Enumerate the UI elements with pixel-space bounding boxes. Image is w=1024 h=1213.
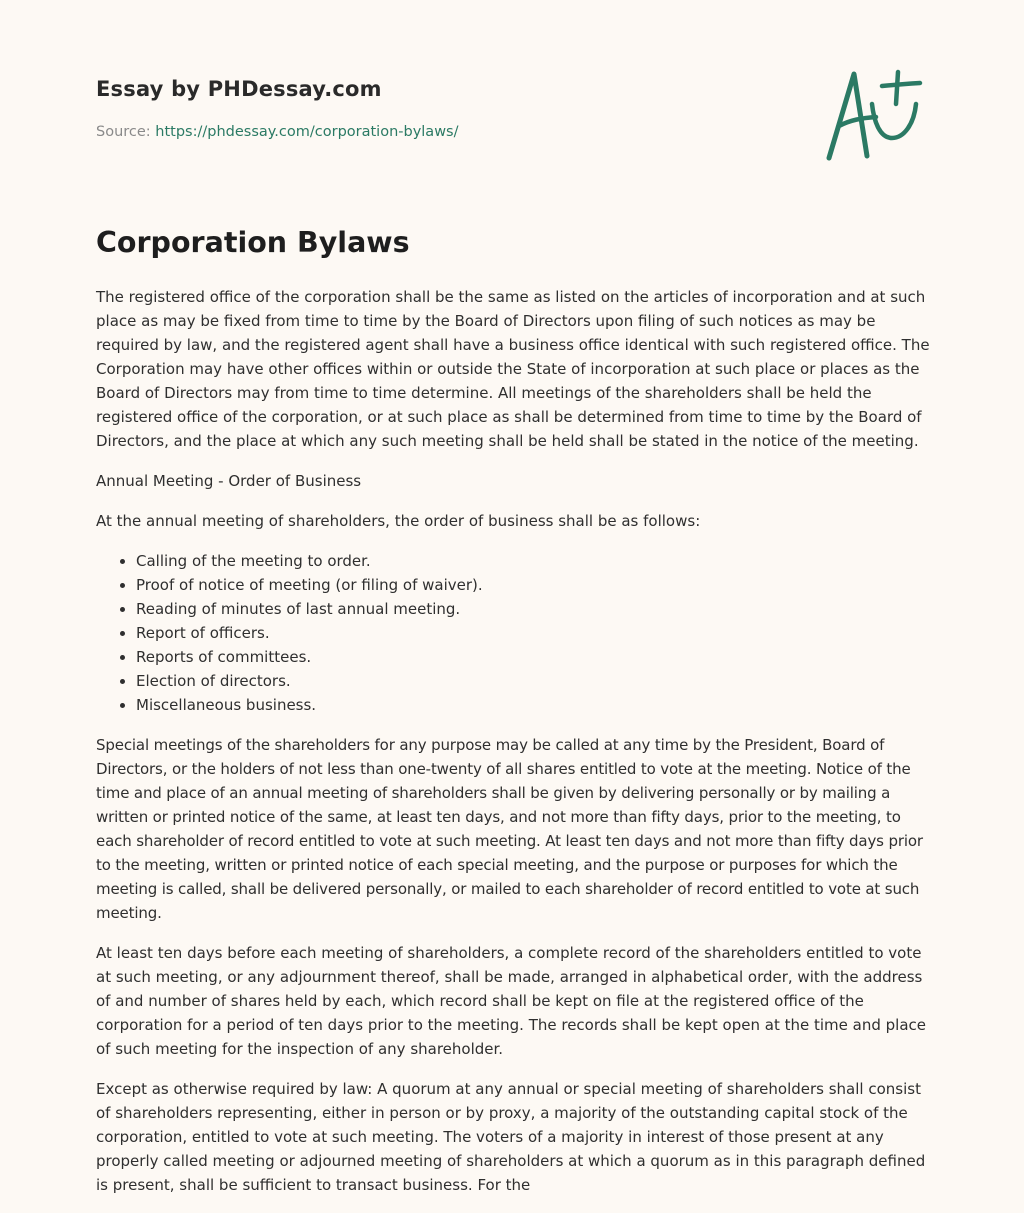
source-line	[96, 124, 459, 140]
paragraph-registered-office: The registered office of the corporation shall be the same as listed on the articles of incorporation and at such place as may be fixed from time to time by the Board of Directors upon filing of such notices as may be required by law, and the registered agent shall have a business office identical with such registered office. The Corporation may have other offices within or outside the State of incorporation at such place or places as the Board of Directors may from time to time determine. All meetings of the shareholders shall be held the registered office of the corporation, or at such place as shall be determined from time to time by the Board of Directors, and the place at which any such meeting shall be held shall be stated in the notice of the meeting.	[96, 288, 930, 450]
list-item: • Report of officers.	[136, 621, 932, 645]
order-of-business-list	[96, 549, 932, 717]
paragraph-order-intro: At the annual meeting of shareholders, the order of business shall be as follows:	[96, 512, 701, 530]
list-item: • Calling of the meeting to order.	[136, 549, 932, 573]
list-item: • Proof of notice of meeting (or filing of waiver).	[136, 573, 932, 597]
list-item: • Reading of minutes of last annual meeting.	[136, 597, 932, 621]
a-plus-logo-icon	[824, 68, 928, 164]
section-subheading: Annual Meeting - Order of Business	[96, 472, 362, 490]
source-link[interactable]: https://phdessay.com/corporation-bylaws/	[155, 124, 459, 140]
paragraph-special-meetings: Special meetings of the shareholders for any purpose may be called at any time by the President, Board of Directors, or the holders of not less than one-twenty of all shares entitled to vote at the meeting. Notice of the time and place of an annual meeting of shareholders shall be given by delivering personally or by mailing a written or printed notice of the same, at least ten days, and not more than fifty days, prior to the meeting, to each shareholder of record entitled to vote at such meeting. At least ten days and not more than fifty days prior to the meeting, written or printed notice of each special meeting, and the purpose or purposes for which the meeting is called, shall be delivered personally, or mailed to each shareholder of record entitled to vote at such meeting.	[96, 736, 923, 922]
essay-body	[96, 285, 932, 1213]
list-item: • Reports of committees.	[136, 645, 932, 669]
list-item: • Election of directors.	[136, 669, 932, 693]
source-label: Source:	[96, 124, 156, 140]
list-item: • Miscellaneous business.	[136, 693, 932, 717]
site-brand: Essay by PHDessay.com	[96, 77, 382, 101]
paragraph-shareholder-record: At least ten days before each meeting of shareholders, a complete record of the shareholders entitled to vote at such meeting, or any adjournment thereof, shall be made, arranged in alphabetical order, with the address of and number of shares held by each, which record shall be kept on file at the registered office of the corporation for a period of ten days prior to the meeting. The records shall be kept open at the time and place of such meeting for the inspection of any shareholder.	[96, 944, 926, 1058]
essay-title: Corporation Bylaws	[96, 226, 410, 259]
paragraph-quorum: Except as otherwise required by law: A quorum at any annual or special meeting of shareholders shall consist of shareholders representing, either in person or by proxy, a majority of the outstanding capital stock of the corporation, entitled to vote at such meeting. The voters of a majority in interest of those present at any properly called meeting or adjourned meeting of shareholders at which a quorum as in this paragraph defined is present, shall be sufficient to transact business. For the	[96, 1080, 926, 1194]
